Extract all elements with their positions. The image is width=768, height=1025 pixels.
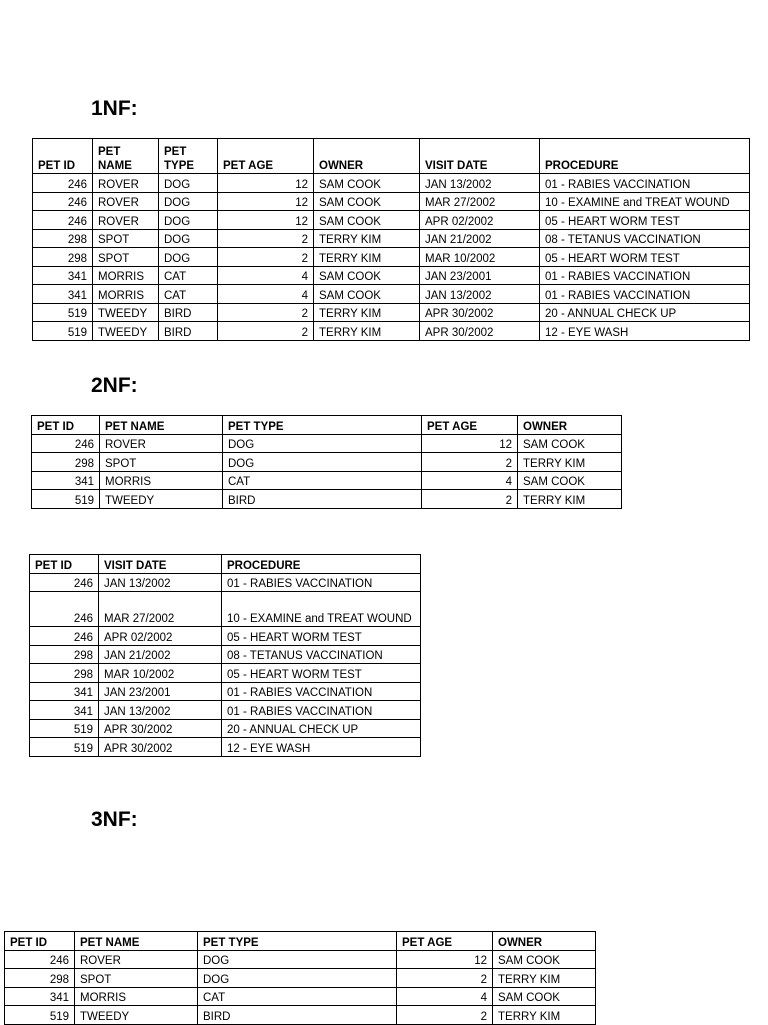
cell: 246 — [33, 174, 93, 193]
cell: 2 — [397, 1006, 493, 1025]
cell: APR 02/2002 — [99, 627, 222, 646]
cell: MAR 10/2002 — [99, 664, 222, 683]
cell: DOG — [159, 174, 218, 193]
cell: TWEEDY — [93, 322, 159, 341]
col-header: PET TYPE — [159, 139, 218, 174]
cell: 2 — [218, 229, 314, 248]
cell: SAM COOK — [493, 987, 596, 1006]
cell: APR 30/2002 — [99, 719, 222, 738]
cell: SPOT — [93, 248, 159, 267]
cell: JAN 13/2002 — [99, 701, 222, 720]
cell: 4 — [218, 266, 314, 285]
table-row — [5, 1006, 596, 1025]
table-row — [30, 738, 421, 757]
table-row — [32, 490, 622, 509]
cell: 05 - HEART WORM TEST — [540, 211, 750, 230]
cell: ROVER — [93, 192, 159, 211]
cell: SPOT — [93, 229, 159, 248]
col-header: OWNER — [518, 416, 622, 435]
cell: 2 — [218, 303, 314, 322]
cell: 01 - RABIES VACCINATION — [540, 266, 750, 285]
cell: 12 — [218, 192, 314, 211]
cell: SAM COOK — [518, 434, 622, 453]
cell: 10 - EXAMINE and TREAT WOUND — [540, 192, 750, 211]
cell: BIRD — [198, 1006, 397, 1025]
heading-1nf: 1NF: — [91, 97, 138, 120]
cell: DOG — [159, 211, 218, 230]
cell: CAT — [198, 987, 397, 1006]
cell: 01 - RABIES VACCINATION — [222, 573, 421, 592]
cell: 20 - ANNUAL CHECK UP — [540, 303, 750, 322]
cell: 298 — [5, 969, 75, 988]
cell: 341 — [32, 471, 100, 490]
col-header: OWNER — [493, 932, 596, 951]
cell: 12 — [422, 434, 518, 453]
cell: DOG — [198, 950, 397, 969]
cell: SAM COOK — [314, 192, 420, 211]
col-header: PET TYPE — [198, 932, 397, 951]
cell: 298 — [33, 248, 93, 267]
cell: 246 — [30, 573, 99, 592]
cell: TERRY KIM — [493, 969, 596, 988]
cell: ROVER — [93, 174, 159, 193]
cell: SAM COOK — [493, 950, 596, 969]
cell: ROVER — [100, 434, 223, 453]
col-header: PROCEDURE — [540, 139, 750, 174]
cell: 298 — [30, 645, 99, 664]
cell: TWEEDY — [75, 1006, 198, 1025]
table-1nf — [32, 138, 750, 341]
col-header: PET NAME — [93, 139, 159, 174]
cell: BIRD — [223, 490, 422, 509]
table-row — [32, 434, 622, 453]
table-row — [30, 701, 421, 720]
cell: APR 30/2002 — [420, 322, 540, 341]
cell: 341 — [33, 266, 93, 285]
cell: SAM COOK — [518, 471, 622, 490]
cell: SPOT — [75, 969, 198, 988]
table-row — [33, 211, 750, 230]
table-3nf-pets — [4, 931, 596, 1025]
col-header: PET ID — [32, 416, 100, 435]
cell: 246 — [32, 434, 100, 453]
table-row — [33, 266, 750, 285]
cell: JAN 21/2002 — [99, 645, 222, 664]
table-row — [30, 682, 421, 701]
cell: 2 — [422, 490, 518, 509]
cell: 12 — [218, 211, 314, 230]
cell: MAR 27/2002 — [420, 192, 540, 211]
table-row — [5, 950, 596, 969]
cell: MAR 10/2002 — [420, 248, 540, 267]
cell: 12 - EYE WASH — [540, 322, 750, 341]
cell: SAM COOK — [314, 211, 420, 230]
cell: TERRY KIM — [518, 453, 622, 472]
cell: APR 30/2002 — [99, 738, 222, 757]
cell: ROVER — [75, 950, 198, 969]
cell: 4 — [422, 471, 518, 490]
cell: DOG — [159, 229, 218, 248]
cell: CAT — [159, 285, 218, 304]
cell: 12 — [397, 950, 493, 969]
table-row — [32, 453, 622, 472]
cell: TERRY KIM — [314, 303, 420, 322]
cell: TWEEDY — [100, 490, 223, 509]
cell: 246 — [30, 592, 99, 627]
table-row — [33, 322, 750, 341]
cell: 01 - RABIES VACCINATION — [222, 682, 421, 701]
cell: 08 - TETANUS VACCINATION — [222, 645, 421, 664]
table-2nf-pets — [31, 415, 622, 509]
cell: JAN 13/2002 — [99, 573, 222, 592]
cell: 298 — [30, 664, 99, 683]
cell: SAM COOK — [314, 285, 420, 304]
cell: TERRY KIM — [314, 322, 420, 341]
cell: BIRD — [159, 322, 218, 341]
cell: 01 - RABIES VACCINATION — [540, 285, 750, 304]
cell: MAR 27/2002 — [99, 592, 222, 627]
cell: TWEEDY — [93, 303, 159, 322]
cell: DOG — [223, 434, 422, 453]
cell: 246 — [33, 192, 93, 211]
cell: TERRY KIM — [314, 248, 420, 267]
cell: 2 — [218, 322, 314, 341]
table-row — [33, 174, 750, 193]
cell: SAM COOK — [314, 174, 420, 193]
col-header: PET AGE — [218, 139, 314, 174]
cell: APR 02/2002 — [420, 211, 540, 230]
col-header: PET NAME — [75, 932, 198, 951]
cell: 12 - EYE WASH — [222, 738, 421, 757]
table-row — [30, 627, 421, 646]
cell: 4 — [397, 987, 493, 1006]
table-2nf-visits — [29, 554, 421, 757]
cell: CAT — [223, 471, 422, 490]
cell: ROVER — [93, 211, 159, 230]
cell: 298 — [33, 229, 93, 248]
table-row — [33, 192, 750, 211]
cell: JAN 23/2001 — [420, 266, 540, 285]
cell: CAT — [159, 266, 218, 285]
cell: 519 — [33, 303, 93, 322]
cell: 2 — [218, 248, 314, 267]
cell: 10 - EXAMINE and TREAT WOUND — [222, 592, 421, 627]
cell: BIRD — [159, 303, 218, 322]
col-header: OWNER — [314, 139, 420, 174]
table-row — [30, 719, 421, 738]
cell: 519 — [5, 1006, 75, 1025]
table-row — [5, 987, 596, 1006]
cell: 05 - HEART WORM TEST — [540, 248, 750, 267]
col-header: PET ID — [5, 932, 75, 951]
cell: TERRY KIM — [314, 229, 420, 248]
cell: MORRIS — [100, 471, 223, 490]
col-header: VISIT DATE — [99, 555, 222, 574]
table-row — [30, 645, 421, 664]
cell: TERRY KIM — [493, 1006, 596, 1025]
cell: 298 — [32, 453, 100, 472]
cell: DOG — [159, 248, 218, 267]
cell: 519 — [33, 322, 93, 341]
cell: 341 — [30, 682, 99, 701]
cell: DOG — [223, 453, 422, 472]
col-header: PET AGE — [397, 932, 493, 951]
cell: JAN 23/2001 — [99, 682, 222, 701]
table-row — [33, 303, 750, 322]
col-header: PET NAME — [100, 416, 223, 435]
cell: 246 — [5, 950, 75, 969]
cell: JAN 21/2002 — [420, 229, 540, 248]
cell: JAN 13/2002 — [420, 285, 540, 304]
table-row — [5, 969, 596, 988]
col-header: PET ID — [30, 555, 99, 574]
cell: MORRIS — [93, 266, 159, 285]
cell: 2 — [397, 969, 493, 988]
cell: MORRIS — [75, 987, 198, 1006]
col-header: PET TYPE — [223, 416, 422, 435]
cell: DOG — [159, 192, 218, 211]
cell: 246 — [33, 211, 93, 230]
col-header: PET ID — [33, 139, 93, 174]
col-header: PROCEDURE — [222, 555, 421, 574]
table-row — [30, 573, 421, 592]
cell: 08 - TETANUS VACCINATION — [540, 229, 750, 248]
cell: SPOT — [100, 453, 223, 472]
cell: 519 — [30, 719, 99, 738]
cell: 05 - HEART WORM TEST — [222, 627, 421, 646]
cell: TERRY KIM — [518, 490, 622, 509]
cell: 341 — [30, 701, 99, 720]
heading-3nf: 3NF: — [91, 808, 138, 831]
cell: MORRIS — [93, 285, 159, 304]
table-row — [33, 285, 750, 304]
cell: 12 — [218, 174, 314, 193]
cell: APR 30/2002 — [420, 303, 540, 322]
cell: 341 — [5, 987, 75, 1006]
col-header: VISIT DATE — [420, 139, 540, 174]
cell: 20 - ANNUAL CHECK UP — [222, 719, 421, 738]
table-row — [30, 664, 421, 683]
cell: 519 — [30, 738, 99, 757]
cell: 2 — [422, 453, 518, 472]
table-row — [30, 592, 421, 627]
cell: 246 — [30, 627, 99, 646]
table-row — [33, 248, 750, 267]
cell: JAN 13/2002 — [420, 174, 540, 193]
table-row — [32, 471, 622, 490]
cell: 4 — [218, 285, 314, 304]
cell: 01 - RABIES VACCINATION — [540, 174, 750, 193]
cell: SAM COOK — [314, 266, 420, 285]
cell: 341 — [33, 285, 93, 304]
cell: DOG — [198, 969, 397, 988]
table-row — [33, 229, 750, 248]
cell: 519 — [32, 490, 100, 509]
cell: 05 - HEART WORM TEST — [222, 664, 421, 683]
heading-2nf: 2NF: — [91, 374, 138, 397]
col-header: PET AGE — [422, 416, 518, 435]
cell: 01 - RABIES VACCINATION — [222, 701, 421, 720]
